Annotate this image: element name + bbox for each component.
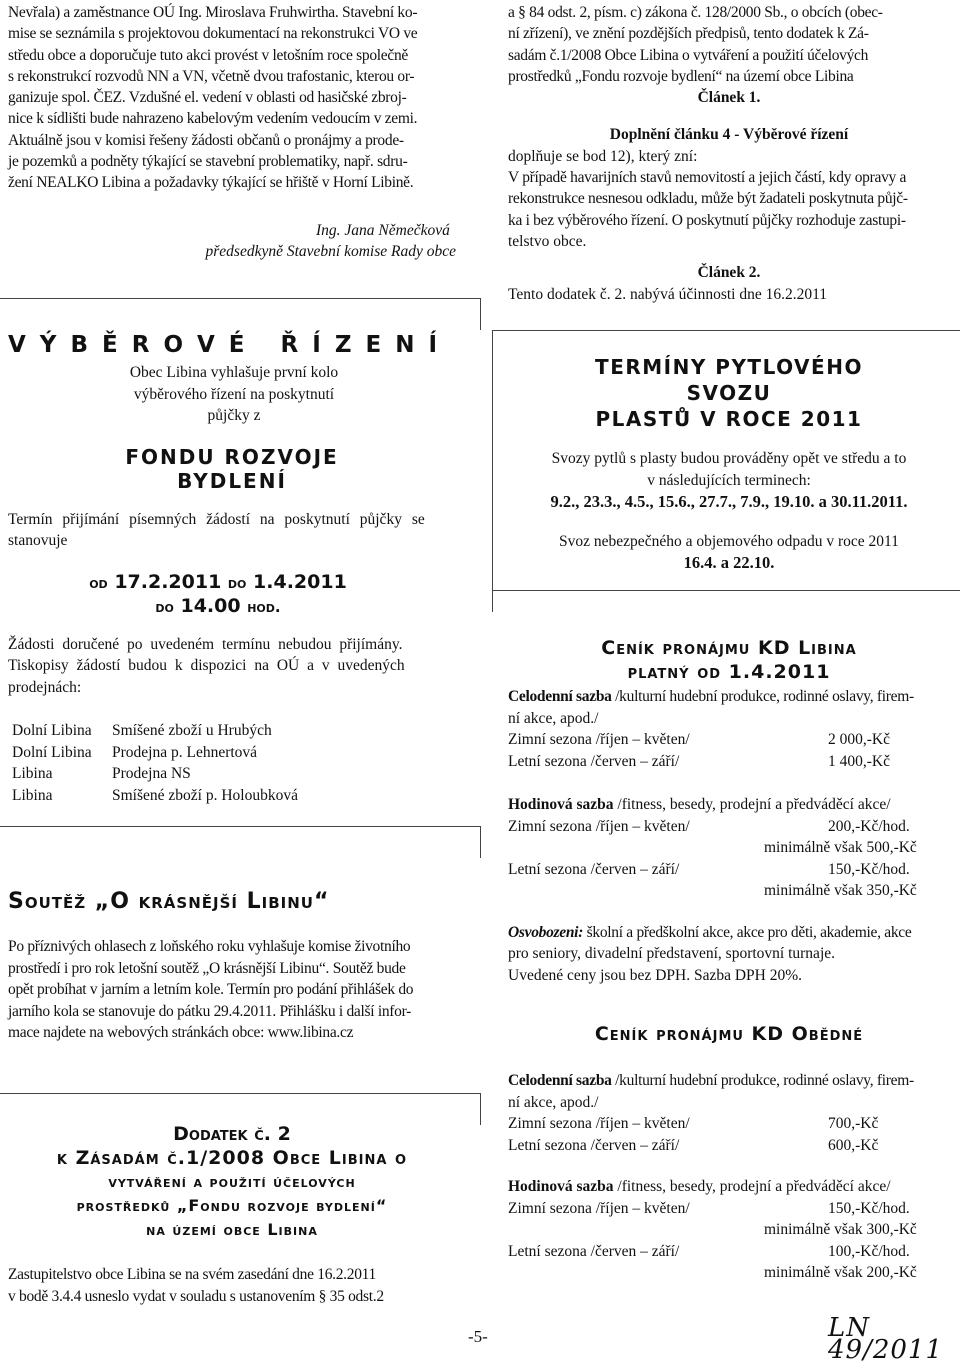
min-price: minimálně však 300,-Kč	[764, 1221, 917, 1238]
text-line: Nevřala) a zaměstnance OÚ Ing. Miroslava Fruhwirtha. Stavební ko-	[8, 4, 418, 21]
text-line: Svozy pytlů s plasty budou prováděny opět ve středu a to	[551, 450, 907, 467]
dodatek-heading-1: Dodatek č. 2	[173, 1123, 291, 1145]
list-item: Libina Smíšené zboží p. Holoubková	[12, 786, 298, 804]
svoz-heading-3: PLASTŮ V ROCE 2011	[595, 407, 863, 431]
table-row: Letní sezona /červen – září/ 600,-Kč	[508, 1136, 879, 1154]
min-price: minimálně však 350,-Kč	[764, 882, 917, 899]
dodatek-heading-3: vytváření a použití účelových	[108, 1172, 356, 1191]
text-line: V případě havarijních stavů nemovitostí a jejich částí, kdy opravy a	[508, 169, 907, 187]
box-right-border	[480, 826, 481, 858]
dodatek-heading-5: na území obce Libina	[146, 1220, 318, 1239]
svoz-heading-2: SVOZU	[686, 381, 772, 405]
box-left-border	[492, 590, 493, 612]
text-line: Obec Libina vyhlašuje první kolo	[129, 364, 339, 381]
table-row: Letní sezona /červen – září/ 150,-Kč/hod.	[508, 860, 910, 878]
subheading: Doplnění článku 4 - Výběrové řízení	[609, 126, 849, 144]
text-line: ní akce, apod./	[508, 709, 599, 727]
text-line: je pozemků a podněty týkající se stavební problematiky, např. sdru-	[8, 153, 408, 171]
box-top-border	[492, 330, 960, 331]
cenik-libina-heading: Ceník pronájmu KD Libina	[601, 637, 857, 659]
text-line: Aktuálně jsou v komisi řešeny žádosti občanů o pronájmy a prode-	[8, 131, 404, 149]
article-number: Článek 1.	[697, 89, 761, 107]
text-line: Žádosti doručené po uvedeném termínu nebudou přijímány.	[8, 635, 403, 653]
text-line: Osvobozeni: školní a předškolní akce, akce pro děti, akademie, akce	[508, 923, 912, 941]
article-stavebni-komise	[8, 2, 456, 262]
dodatek-heading-4: prostředků „Fondu rozvoje bydlení“	[76, 1196, 388, 1215]
cenik-libina-subheading: platný od 1.4.2011	[627, 661, 831, 683]
box-right-border	[480, 1093, 481, 1125]
fund-heading-1: FONDU ROZVOJE	[125, 444, 339, 469]
section-cenik-libina	[508, 636, 950, 986]
signature-role: předsedkyně Stavební komise Rady obce	[205, 242, 456, 260]
date-sep-2: do	[155, 597, 174, 616]
text-line: prostředků „Fondu rozvoje bydlení“ na území obce Libina	[508, 67, 854, 85]
box-left-border	[492, 330, 493, 590]
table-row: Zimní sezona /říjen – květen/ 2 000,-Kč	[508, 731, 890, 748]
text-line: Hodinová sazba /fitness, besedy, prodejní a předváděcí akce/	[508, 1178, 891, 1195]
text-line: v následujících terminech:	[647, 471, 811, 489]
text-line: ní zřízení), ve znění pozdějších předpisů, tento dodatek k Zá-	[508, 25, 869, 43]
page-number: -5-	[468, 1327, 488, 1346]
text-line: Po příznivých ohlasech z loňského roku vyhlašuje komise životního	[8, 938, 411, 955]
text-line: Svoz nebezpečného a objemového odpadu v roce 2011	[559, 532, 899, 550]
min-price: minimálně však 500,-Kč	[764, 839, 917, 856]
text-line: nice k sídlišti bude nahrazeno kabelovým vedením vedoucím v zemi.	[8, 110, 418, 128]
section-dodatek	[8, 1122, 456, 1307]
text-line: ka i bez výběrového řízení. O poskytnutí půjčky rozhoduje zastupi-	[508, 211, 906, 229]
text-line: středu obce a doporučuje tuto akci provést v letošním roce společně	[8, 46, 408, 64]
table-row: Letní sezona /červen – září/ 1 400,-Kč	[508, 752, 890, 770]
vyberove-heading: V Ý B Ě R O V É Ř Í Z E N Í	[8, 332, 441, 358]
text-line: žení NEALKO Libina a požadavky týkající se hřiště v Horní Libině.	[8, 174, 414, 192]
text-line: Hodinová sazba /fitness, besedy, prodejní a předváděcí akce/	[508, 796, 891, 813]
article-dodatek-continued	[508, 2, 950, 305]
text-line: mace najdete na webových stránkách obce: www.libina.cz	[8, 1024, 354, 1041]
box-bottom-border	[492, 590, 960, 591]
text-line: mise se seznámila s projektovou dokumentací na rekonstrukci VO ve	[8, 25, 418, 43]
time-unit: hod.	[247, 597, 281, 616]
text-line: stanovuje	[8, 532, 68, 549]
text-line: ganizuje spol. ČEZ. Vzdušné el. vedení v oblasti od hasičské zbroj-	[8, 89, 407, 107]
hazard-dates: 16.4. a 22.10.	[683, 553, 775, 572]
box-bottom-border	[0, 298, 480, 299]
box-right-border	[480, 298, 481, 330]
table-row: Zimní sezona /říjen – květen/ 150,-Kč/hod.	[508, 1199, 910, 1217]
text-line: prodejnách:	[8, 678, 82, 696]
date-range	[8, 570, 428, 595]
divider-line	[0, 1093, 480, 1094]
text-line: opět probíhat v jarním a letním kole. Termín pro podání přihlášek do	[8, 981, 414, 998]
text-line: Tiskopisy žádostí budou k dispozici na OÚ a v uvedených	[8, 657, 405, 674]
list-item: Libina Prodejna NS	[12, 765, 191, 782]
date-start: 17.2.2011	[114, 570, 222, 593]
text-line: v bodě 3.4.4 usneslo vydat v souladu s ustanovením § 35 odst.2	[8, 1287, 384, 1305]
svoz-heading-1: TERMÍNY PYTLOVÉHO	[595, 355, 863, 379]
article-number: Článek 2.	[697, 264, 761, 282]
date-time	[8, 595, 428, 618]
issue-label: LN 49/2011	[828, 1313, 944, 1365]
right-column	[508, 2, 950, 1281]
min-price: minimálně však 200,-Kč	[764, 1264, 917, 1281]
signature-name: Ing. Jana Němečková	[316, 221, 450, 239]
text-line: doplňuje se bod 12), který zní:	[508, 147, 698, 165]
list-item: Dolní Libina Smíšené zboží u Hrubých	[12, 722, 272, 739]
date-prefix: od	[89, 573, 108, 592]
text-line: a § 84 odst. 2, písm. c) zákona č. 128/2000 Sb., o obcích (obec-	[508, 4, 883, 21]
date-end: 1.4.2011	[253, 570, 347, 593]
list-item: Dolní Libina Prodejna p. Lehnertová	[12, 743, 258, 761]
text-line: Uvedené ceny jsou bez DPH. Sazba DPH 20%.	[508, 966, 803, 984]
text-line: Zastupitelstvo obce Libina se na svém zasedání dne 16.2.2011	[8, 1266, 376, 1283]
section-soutez	[8, 886, 456, 1044]
text-line: jarního kola se stanovuje do pátku 29.4.2011. Přihlášku i další infor-	[8, 1002, 412, 1020]
text-line: telstvo obce.	[508, 232, 587, 250]
shop-list	[8, 720, 458, 806]
dodatek-heading-2: k Zásadám č.1/2008 Obce Libina o	[56, 1147, 408, 1169]
text-line: půjčky z	[207, 407, 261, 424]
text-line: Termín přijímání písemných žádostí na poskytnutí půjčky se	[8, 510, 425, 528]
section-svoz-plastu	[508, 354, 950, 574]
cenik-obedne-heading: Ceník pronájmu KD Obědné	[594, 1023, 864, 1045]
section-cenik-obedne	[508, 1022, 950, 1284]
text-line: prostředí i pro rok letošní soutěž „O krásnější Libinu“. Soutěž bude	[8, 959, 406, 977]
fund-heading-2: BYDLENÍ	[177, 468, 287, 493]
table-row: Zimní sezona /říjen – květen/ 700,-Kč	[508, 1115, 879, 1132]
soutez-heading: Soutěž „O krásnější Libinu“	[8, 889, 330, 914]
svoz-dates: 9.2., 23.3., 4.5., 15.6., 27.7., 7.9., 19.10. a 30.11.2011.	[550, 492, 908, 511]
text-line: ní akce, apod./	[508, 1093, 599, 1111]
section-vyberove-rizeni	[8, 330, 458, 806]
date-sep: do	[227, 573, 247, 592]
table-row: Zimní sezona /říjen – květen/ 200,-Kč/hod.	[508, 817, 910, 835]
left-column	[8, 2, 456, 1305]
text-line: výběrového řízení na poskytnutí	[133, 385, 335, 403]
text-line: rekonstrukce nesnesou odkladu, může být žadateli poskytnuta půjč-	[508, 190, 908, 208]
text-line: Tento dodatek č. 2. nabývá účinnosti dne 16.2.2011	[508, 285, 828, 303]
time-value: 14.00	[180, 594, 241, 617]
divider-line	[0, 826, 480, 827]
text-line: Celodenní sazba /kulturní hudební produkce, rodinné oslavy, firem-	[508, 1072, 914, 1089]
text-line: sadám č.1/2008 Obce Libina o vytváření a použití účelových	[508, 46, 869, 64]
text-line: pro seniory, divadelní představení, sportovní turnaje.	[508, 945, 835, 962]
table-row: Letní sezona /červen – září/ 100,-Kč/hod.	[508, 1242, 910, 1260]
text-line: s rekonstrukcí rozvodů NN a VN, včetně dvou trafostanic, kterou or-	[8, 67, 415, 85]
text-line: Celodenní sazba /kulturní hudební produkce, rodinné oslavy, firem-	[508, 688, 914, 705]
